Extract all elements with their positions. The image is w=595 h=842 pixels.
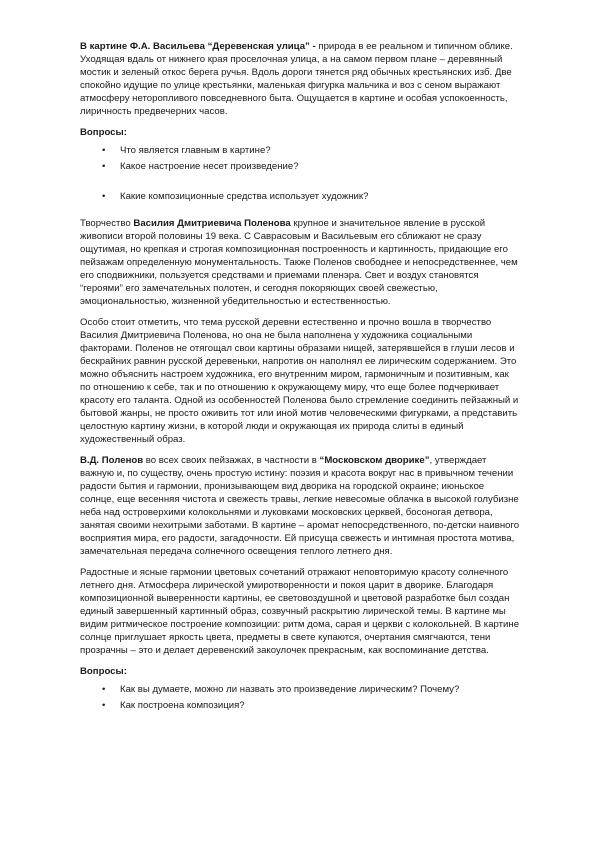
question-item: • Что является главным в картине? [80,143,520,159]
paragraph-text: во всех своих пейзажах, в частности в [143,455,320,466]
moscow-courtyard-title: “Московском дворике” [319,455,430,466]
questions-heading: Вопросы: [80,127,127,138]
question-item: • Какие композиционные средства использует художник? [80,189,520,205]
paragraph-vasiliev [80,40,520,118]
paragraph-text: , утверждает важную и, по существу, очень простую истину: поэзия и красота вокруг нас в привычном течении радости бытия и гармонии, пронизывающем вид дворика на городской окраине; июньское солнце, еще весенняя чистота и свежесть травы, легкие невесомые облачка в высокой голубизне неба над островерхими колокольнями и луковками московских церквей, босоногая детвора, занятая своими нехитрыми заботами. В картине – аромат непосредственного, по-детски наивного восприятия мира, его радости, загадочности. Ей присуща свежесть и интимная простота мотива, замечательная передача солнечного освещения теплого летнего дня. [80,455,520,557]
paragraph-text: природа в ее реальном и типичном облике. Уходящая вдаль от нижнего края проселочная улица, а на самом первом плане – деревянный мостик и зеленый откос берега ручья. Вдоль дороги тянется ряд обычных крестьянских изб. Две спокойно идущие по улице крестьянки, маленькая фигурка мальчика и воз с сеном выражают атмосферу неторопливого повседневного быта. Ощущается в картине и особая успокоенность, лиричность предвечерних часов. [80,41,513,117]
paragraph-color-harmony: Радостные и ясные гармонии цветовых сочетаний отражают неповторимую красоту солнечного летнего дня. Атмосфера лирической умиротворенности и покоя царит в дворике. Благодаря композиционной выверенности картины, ее световоздушной и цветовой разработке был создан единый завершенный картинный образ, созвучный раскрытию лирической темы. В картине мы видим ритмическое построение композиции: ритм дома, сарая и церкви с колокольней. В картине солнце приглушает яркость цвета, предметы в свете купаются, очертания смягчаются, тени прозрачны – это и делает деревенский закоулочек прекрасным, как воспоминание детства. [80,567,520,656]
polenov-short-name: В.Д. Поленов [80,455,144,466]
questions-heading: Вопросы: [80,666,127,677]
questions-list [80,682,520,714]
vasiliev-painting-title: В картине Ф.А. Васильева “Деревенская улица” - [80,41,316,52]
question-item: • Какое настроение несет произведение? [80,159,520,175]
paragraph-village-theme: Особо стоит отметить, что тема русской деревни естественно и прочно вошла в творчество Василия Дмитриевича Поленова, но она не была наполнена у художника социальными факторами. Поленов не отягощал свои картины образами нищей, затерявшейся в глуши лесов и бескрайних равнин русской деревеньки, напротив он наполнял ее лирическим содержанием. Это можно объяснить настроем художника, его внутренним миром, гармоничным и позитивным, как по отношению к себе, так и по отношению к окружающему миру, что еще более подчеркивает красоту его таланта. Одной из особенностей Поленова было стремление соединить пейзажный и бытовой жанры, не просто оживить тот или иной мотив человеческими фигурками, а представить целостную картину жизни, в которой люди и окружающая их природа слиты в единый художественный образ. [80,317,519,445]
document-page [80,40,520,726]
paragraph-text: Творчество [80,218,134,229]
polenov-name: Василия Дмитриевича Поленова [133,218,291,229]
paragraph-moscow-courtyard [80,454,520,558]
paragraph-polenov-intro [80,217,520,308]
question-item: • Как вы думаете, можно ли назвать это произведение лирическим? Почему? [80,682,520,698]
paragraph-text: крупное и значительное явление в русской живописи второй половины 19 века. С Саврасовым и Васильевым его сближают не сразу ощутимая, но крепкая и строгая композиционная построенность и картинность, придающие его пейзажам определенную монументальность. Также Поленов свободнее и непосредственнее, чем его сподвижники, пользуется средствами и приемами пленэра. Свет и воздух становятся “героями” его замечательных полотен, и сегодня покоряющих своей свежестью, эмоциональностью, жизненной убедительностью и естественностью. [80,218,518,307]
question-item: • Как построена композиция? [80,698,520,714]
questions-list [80,143,520,205]
